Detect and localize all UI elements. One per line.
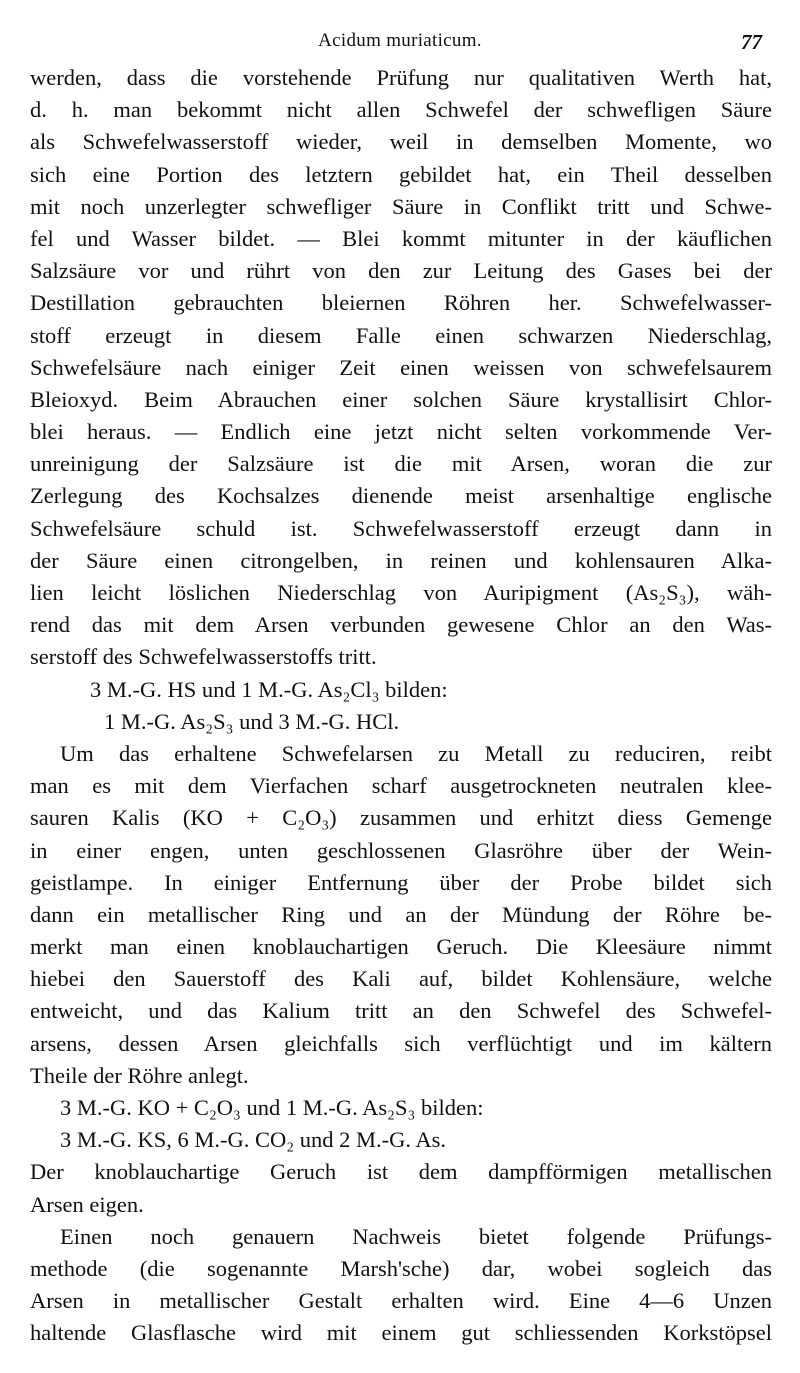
text-line: methode (die sogenannte Marsh'sche) dar, wobei sogleich das [30,1255,772,1281]
text-line: Salzsäure vor und rührt von den zur Leitung des Gases bei der [30,258,772,284]
text-line: Bleioxyd. Beim Abrauchen einer solchen Säure krystallisirt Chlor- [30,386,772,412]
text-line: geistlampe. In einiger Entfernung über der Probe bildet sich [30,869,772,895]
text-line: sich eine Portion des letztern gebildet hat, ein Theil desselben [30,161,772,187]
text-line: blei heraus. — Endlich eine jetzt nicht selten vorkommende Ver- [30,419,772,445]
text-line: in einer engen, unten geschlossenen Glasröhre über der Wein- [30,837,772,863]
formula-line: 3 M.-G. KS, 6 M.-G. CO₂ und 2 M.-G. As. [60,1127,446,1153]
text-line: Der knoblauchartige Geruch ist dem dampfförmigen metallischen [30,1159,772,1185]
text-line: serstoff des Schwefelwasserstoffs tritt. [30,644,377,670]
text-line: Destillation gebrauchten bleiernen Röhren her. Schwefelwasser- [30,290,772,316]
text-line: sauren Kalis (KO + C₂O₃) zusammen und erhitzt diess Gemenge [30,805,772,831]
text-line: rend das mit dem Arsen verbunden gewesene Chlor an den Was- [30,612,772,638]
text-line: entweicht, und das Kalium tritt an den Schwefel des Schwefel- [30,998,772,1024]
text-line: man es mit dem Vierfachen scharf ausgetrockneten neutralen klee- [30,773,772,799]
text-line: arsens, dessen Arsen gleichfalls sich verflüchtigt und im kältern [30,1030,772,1056]
text-line: mit noch unzerlegter schwefliger Säure in Conflikt tritt und Schwe- [30,193,772,219]
formula-line: 1 M.-G. As₂S₃ und 3 M.-G. HCl. [104,708,400,734]
page-number: 77 [741,30,762,54]
running-head [0,30,800,60]
text-line: haltende Glasflasche wird mit einem gut schliessenden Korkstöpsel [30,1320,772,1346]
formula-line: 3 M.-G. KO + C₂O₃ und 1 M.-G. As₂S₃ bilden: [60,1095,484,1120]
text-line: Arsen eigen. [30,1191,144,1217]
text-line: Schwefelsäure schuld ist. Schwefelwasserstoff erzeugt dann in [30,515,772,541]
text-line: lien leicht löslichen Niederschlag von Auripigment (As₂S₃), wäh- [30,580,772,605]
text-line: Zerlegung des Kochsalzes dienende meist arsenhaltige englische [30,483,772,509]
text-line: Theile der Röhre anlegt. [30,1062,249,1088]
running-title: Acidum muriaticum. [318,30,482,51]
body-text [30,62,772,1350]
text-line: dann ein metallischer Ring und an der Mündung der Röhre be- [30,901,772,927]
text-line: Arsen in metallischer Gestalt erhalten wird. Eine 4—6 Unzen [30,1288,772,1314]
text-line: Schwefelsäure nach einiger Zeit einen weissen von schwefelsaurem [30,354,772,380]
text-line: d. h. man bekommt nicht allen Schwefel der schwefligen Säure [30,97,772,123]
text-line: merkt man einen knoblauchartigen Geruch. Die Kleesäure nimmt [30,934,772,960]
text-line: werden, dass die vorstehende Prüfung nur qualitativen Werth hat, [30,65,772,90]
text-line: hiebei den Sauerstoff des Kali auf, bildet Kohlensäure, welche [30,966,772,992]
text-line: Um das erhaltene Schwefelarsen zu Metall zu reduciren, reibt [60,740,772,766]
text-line: Einen noch genauern Nachweis bietet folgende Prüfungs- [60,1223,772,1249]
text-line: stoff erzeugt in diesem Falle einen schwarzen Niederschlag, [30,322,772,348]
text-line: unreinigung der Salzsäure ist die mit Arsen, woran die zur [30,451,772,477]
text-line: der Säure einen citrongelben, in reinen und kohlensauren Alka- [30,547,772,573]
text-line: fel und Wasser bildet. — Blei kommt mitunter in der käuflichen [30,225,772,251]
formula-line: 3 M.-G. HS und 1 M.-G. As₂Cl₃ bilden: [90,676,448,702]
text-line: als Schwefelwasserstoff wieder, weil in demselben Momente, wo [30,129,772,155]
